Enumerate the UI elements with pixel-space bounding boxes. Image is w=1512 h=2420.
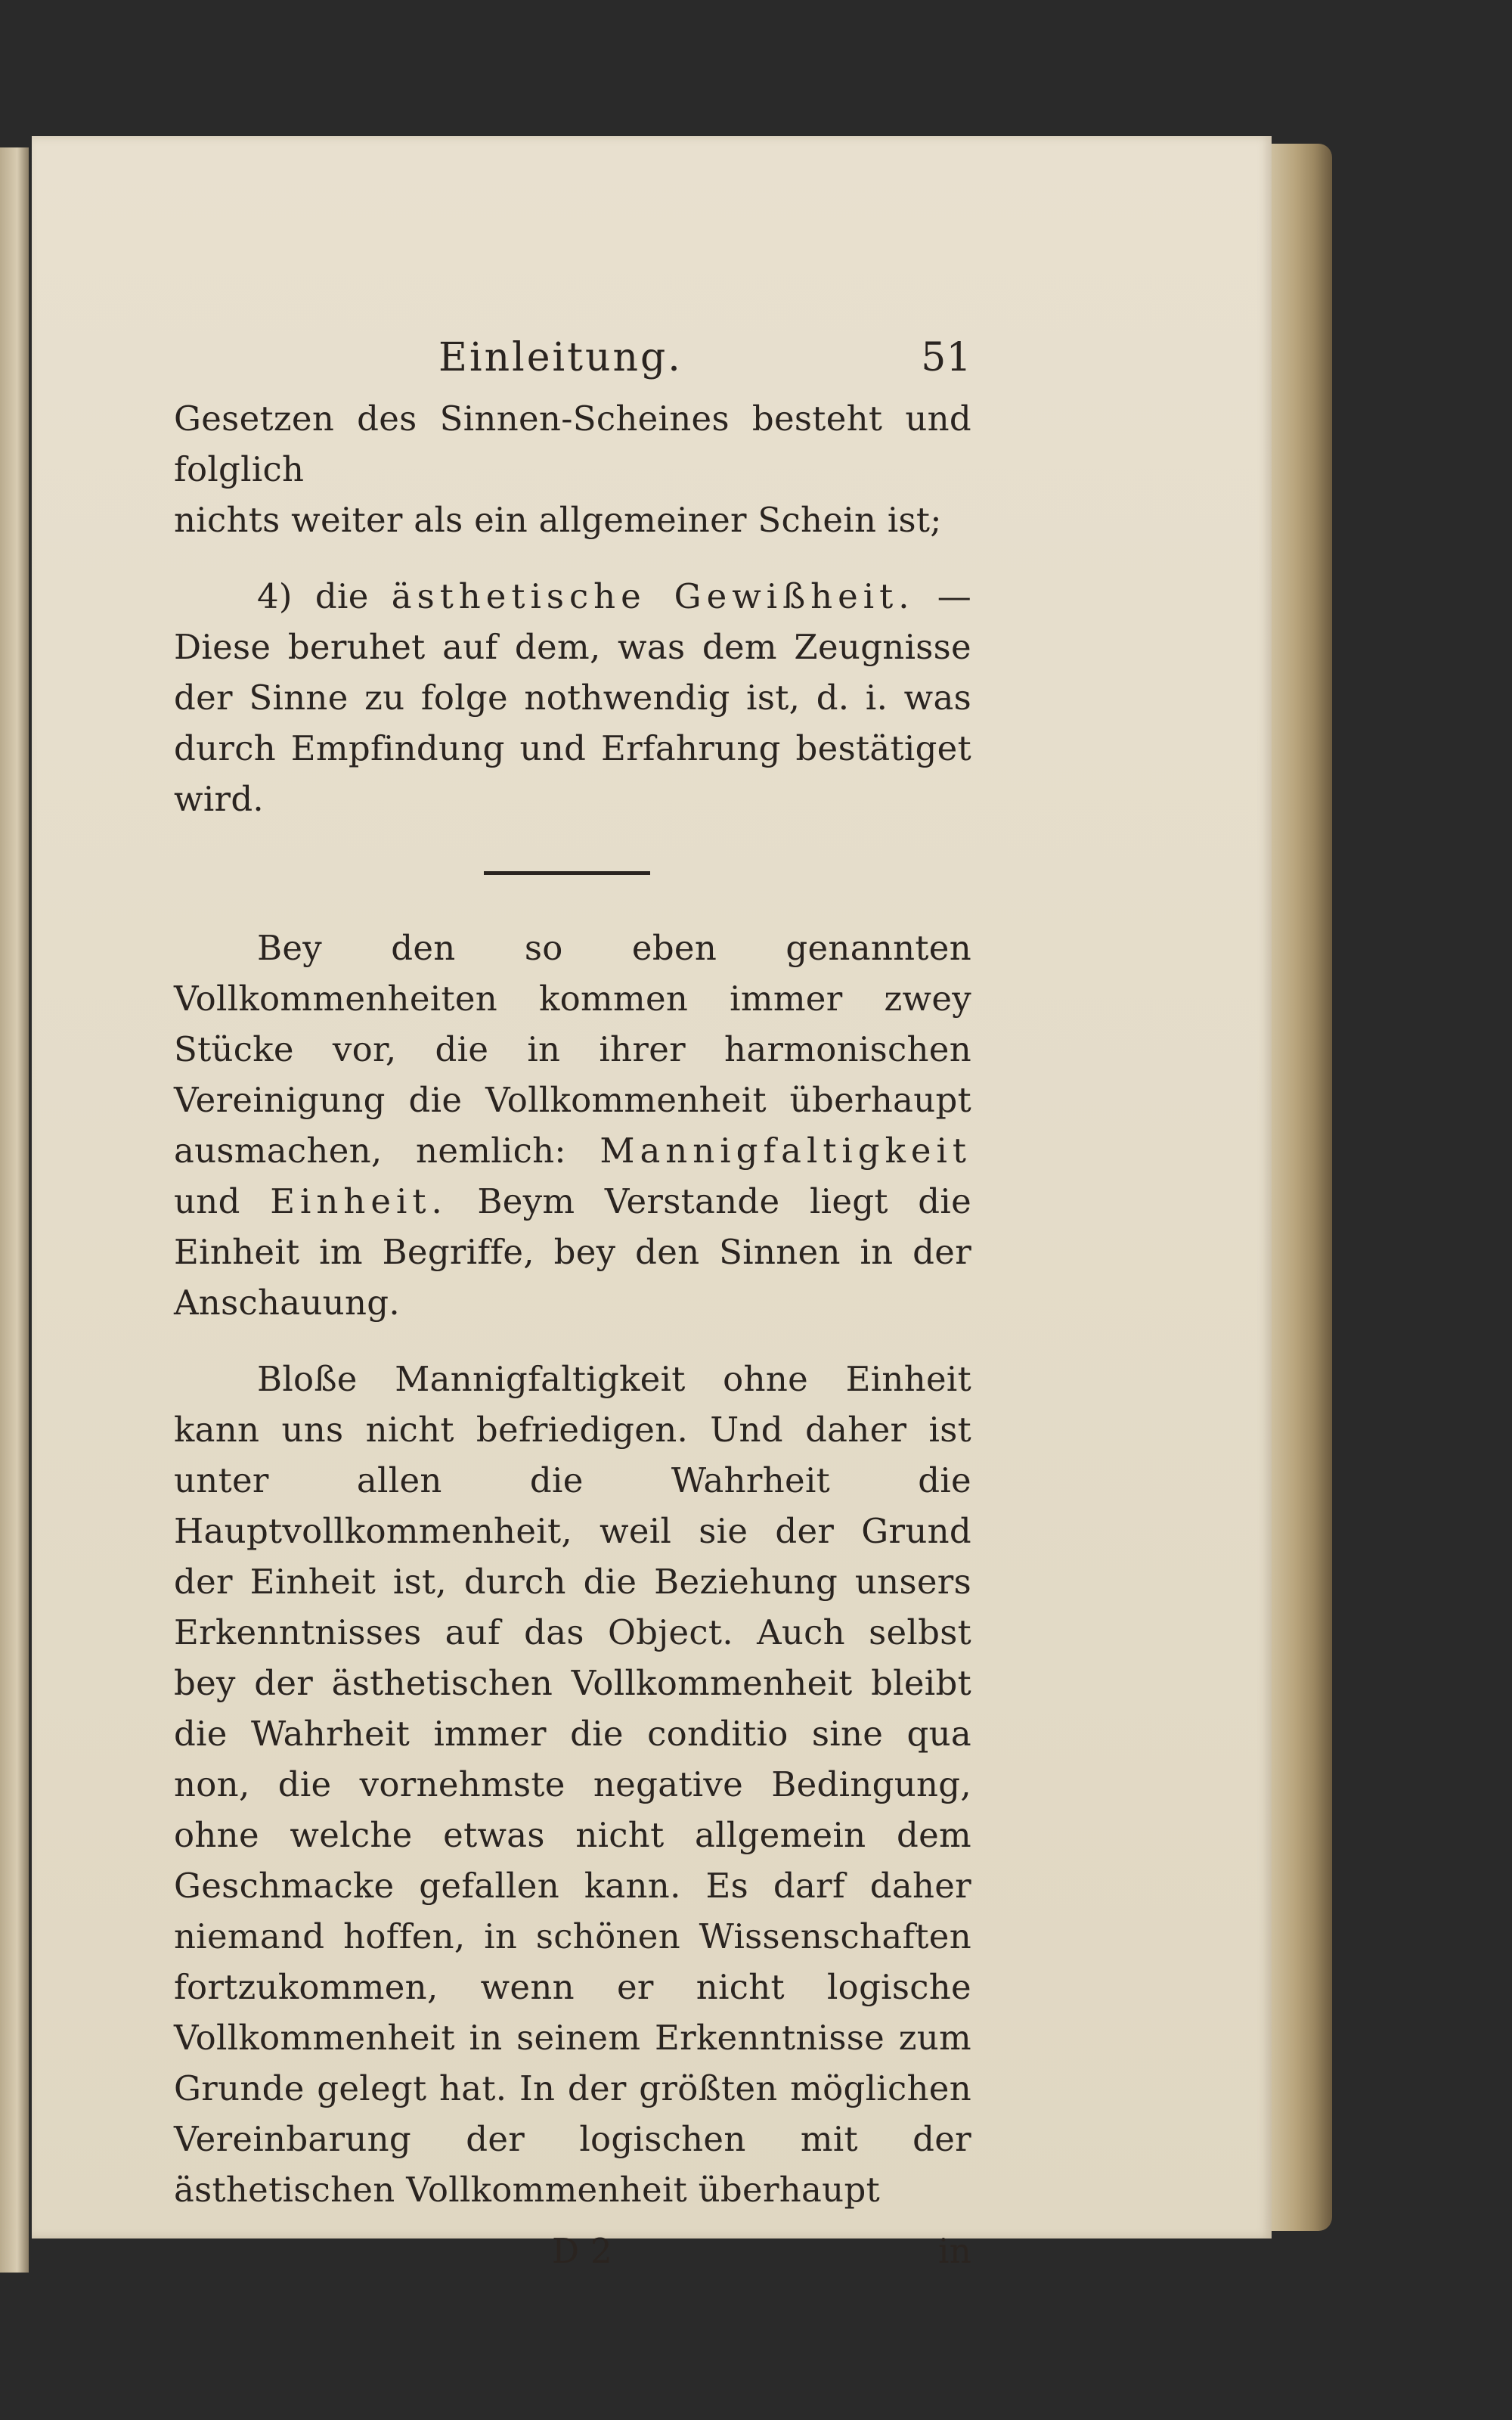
emphasized-term: Einheit. xyxy=(270,1181,448,1221)
paragraph-text: Bey den so eben genannten Vollkommenheiten kommen immer zwey Stücke vor, die in ihrer harmonischen Vereinigung die Vollkommenheit überhaupt ausmachen, nemlich: xyxy=(174,928,971,1171)
page-number: 51 xyxy=(921,335,971,380)
paragraph-text: Beym Verstande liegt die Einheit im Begriffe, bey den Sinnen in der Anschauung. xyxy=(174,1181,972,1323)
emphasized-term: ästhetische Gewißheit. xyxy=(391,576,915,616)
running-title: Einleitung. xyxy=(438,335,683,380)
running-header xyxy=(174,333,971,393)
paragraph-text: Bloße Mannigfaltigkeit ohne Einheit kann uns nicht befriedigen. Und daher ist unter allen die Wahrheit die Hauptvollkommenheit, weil sie der Grund der Einheit ist, durch die Beziehung unsers Erkenntnisses auf das Object. Auch selbst bey der ästhetischen Vollkommenheit bleibt die Wahrheit immer die conditio sine qua non, die vornehmste negative Bedingung, ohne welche etwas nicht allgemein dem Geschmacke gefallen kann. Es darf daher niemand hoffen, in schönen Wissenschaften fortzukommen, wenn er nicht logische Vollkommenheit in seinem Erkenntnisse zum Grunde gelegt hat. In der größten möglichen Vereinbarung der logischen mit der ästhetischen Vollkommenheit überhaupt xyxy=(174,1359,971,2210)
facing-page-edge xyxy=(0,147,29,2273)
text-line: Gesetzen des Sinnen-Scheines besteht und folglich xyxy=(174,399,971,489)
paragraph-truth xyxy=(174,1354,971,2215)
page-block-edge xyxy=(1272,144,1332,2231)
section-divider xyxy=(174,824,971,923)
list-marker: 4) die xyxy=(257,576,392,616)
paragraph-text: — Diese beruhet auf dem, was dem Zeugnisse der Sinne zu folge nothwendig ist, d. i. was durch Empfindung und Erfahrung bestätiget wird. xyxy=(174,576,971,819)
paragraph-text: und xyxy=(174,1181,271,1221)
page-content xyxy=(174,333,971,2279)
page-footer xyxy=(174,2226,971,2279)
paragraph-continuation xyxy=(174,393,971,545)
paragraph-perfections xyxy=(174,923,971,1328)
text-line: nichts weiter als ein allgemeiner Schein ist; xyxy=(174,500,942,540)
signature-mark: D 2 xyxy=(552,2231,612,2271)
divider-rule xyxy=(484,871,650,875)
emphasized-term: Mannigfaltigkeit xyxy=(600,1131,971,1171)
paragraph-aesthetic-certainty xyxy=(174,571,971,824)
catchword: in xyxy=(938,2231,971,2271)
